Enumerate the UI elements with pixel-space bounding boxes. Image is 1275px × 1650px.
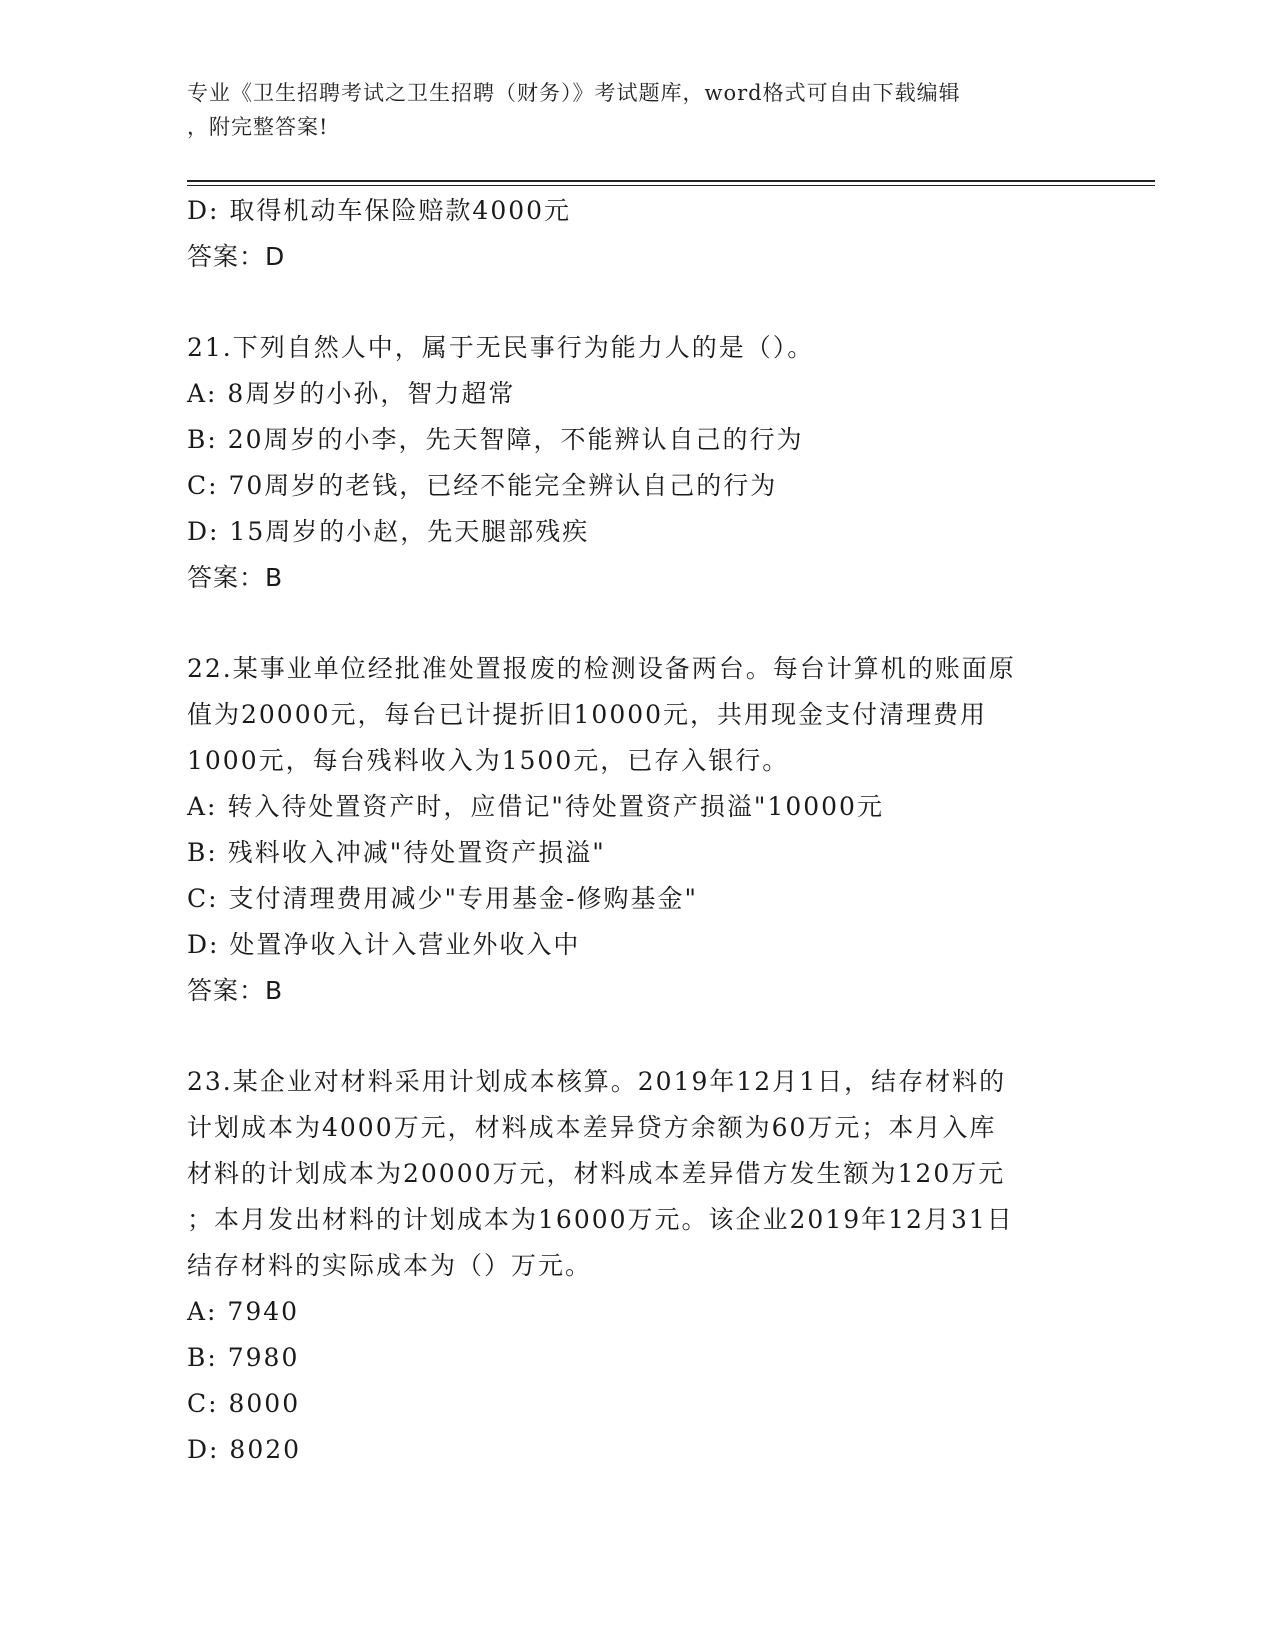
question-stem-line-2: 计划成本为4000万元，材料成本差异贷方余额为60万元；本月入库 bbox=[187, 1113, 997, 1142]
option-c: C: 支付清理费用减少"专用基金-修购基金" bbox=[187, 884, 698, 913]
answer-label: 答案：B bbox=[187, 563, 284, 592]
answer-label: 答案：D bbox=[187, 242, 286, 271]
question-stem-line-5: 结存材料的实际成本为（）万元。 bbox=[187, 1251, 593, 1280]
option-b: B: 7980 bbox=[187, 1343, 300, 1372]
question-21 bbox=[187, 325, 1087, 601]
question-stem-line-3: 材料的计划成本为20000万元，材料成本差异借方发生额为120万元 bbox=[187, 1159, 1006, 1188]
question-stem-line-1: 22.某事业单位经批准处置报废的检测设备两台。每台计算机的账面原 bbox=[187, 654, 1016, 683]
document-body bbox=[187, 188, 1087, 1473]
question-stem-line-1: 23.某企业对材料采用计划成本核算。2019年12月1日，结存材料的 bbox=[187, 1067, 1007, 1096]
header-title-line-1: 专业《卫生招聘考试之卫生招聘（财务）》考试题库，word格式可自由下载编辑 bbox=[187, 81, 961, 105]
option-a: A: 7940 bbox=[187, 1297, 300, 1326]
header-divider-thick bbox=[187, 180, 1155, 182]
answer-label: 答案：B bbox=[187, 976, 284, 1005]
question-stem-line-2: 值为20000元，每台已计提折旧10000元，共用现金支付清理费用 bbox=[187, 700, 988, 729]
option-c: C: 70周岁的老钱，已经不能完全辨认自己的行为 bbox=[187, 471, 778, 500]
option-d: D: 15周岁的小赵，先天腿部残疾 bbox=[187, 517, 590, 546]
question-stem: 21.下列自然人中，属于无民事行为能力人的是（）。 bbox=[187, 333, 815, 362]
question-22 bbox=[187, 646, 1087, 1014]
option-d: D: 取得机动车保险赔款4000元 bbox=[187, 196, 572, 225]
option-d: D: 处置净收入计入营业外收入中 bbox=[187, 930, 581, 959]
option-a: A: 转入待处置资产时，应借记"待处置资产损溢"10000元 bbox=[187, 792, 884, 821]
header-title-line-2: ，附完整答案! bbox=[187, 115, 329, 139]
document-header bbox=[187, 76, 1067, 144]
option-d: D: 8020 bbox=[187, 1435, 302, 1464]
question-stem-line-4: ；本月发出材料的计划成本为16000万元。该企业2019年12月31日 bbox=[187, 1205, 1014, 1234]
header-divider-thin bbox=[187, 185, 1155, 186]
question-23 bbox=[187, 1059, 1087, 1473]
option-b: B: 20周岁的小李，先天智障，不能辨认自己的行为 bbox=[187, 425, 804, 454]
option-b: B: 残料收入冲减"待处置资产损溢" bbox=[187, 838, 606, 867]
question-stem-line-3: 1000元，每台残料收入为1500元，已存入银行。 bbox=[187, 746, 790, 775]
option-c: C: 8000 bbox=[187, 1389, 301, 1418]
question-20-tail bbox=[187, 188, 1087, 280]
option-a: A: 8周岁的小孙，智力超常 bbox=[187, 379, 516, 408]
